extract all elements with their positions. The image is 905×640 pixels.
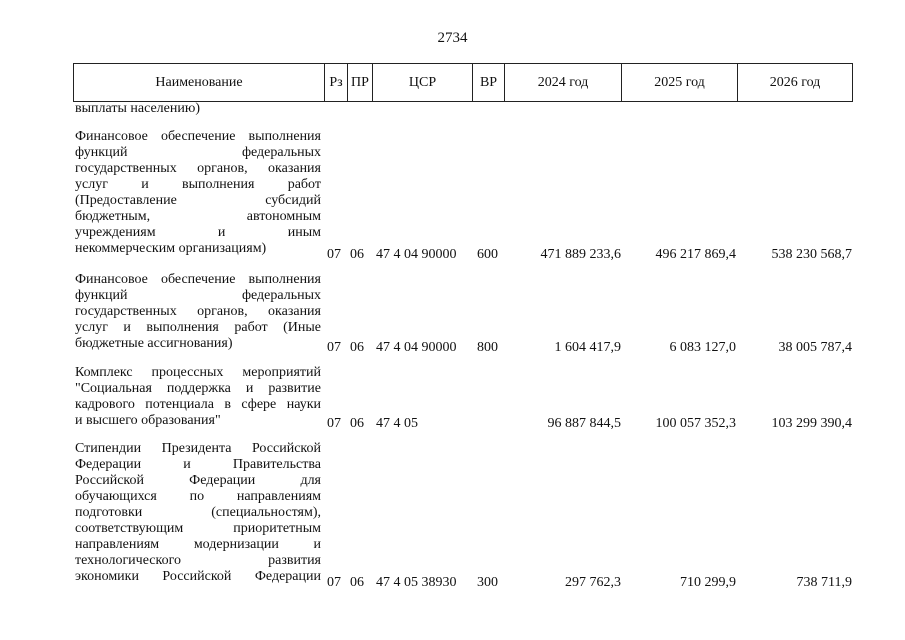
name-line: Федерации и Правительства xyxy=(75,457,321,472)
name-line: Финансовое обеспечение выполнения xyxy=(75,129,321,144)
header-pr: ПР xyxy=(347,64,372,101)
cell-pr: 06 xyxy=(350,416,364,431)
name-line: бюджетным, автономным xyxy=(75,209,321,224)
name-line: Стипендии Президента Российской xyxy=(75,441,321,456)
cell-csr: 47 4 05 xyxy=(376,416,418,431)
name-line: услуг и выполнения работ xyxy=(75,177,321,192)
name-line: функций федеральных xyxy=(75,288,321,303)
name-line: соответствующим приоритетным xyxy=(75,521,321,536)
header-vr: ВР xyxy=(472,64,504,101)
continuation-text: выплаты населению) xyxy=(75,101,200,116)
cell-rz: 07 xyxy=(327,340,341,355)
cell-rz: 07 xyxy=(327,416,341,431)
cell-2026: 538 230 568,7 xyxy=(771,247,852,262)
name-line: и высшего образования" xyxy=(75,413,221,428)
header-name: Наименование xyxy=(73,64,324,101)
cell-2025: 100 057 352,3 xyxy=(655,416,736,431)
cell-pr: 06 xyxy=(350,247,364,262)
name-line: услуг и выполнения работ (Иные xyxy=(75,320,321,335)
cell-2024: 471 889 233,6 xyxy=(540,247,621,262)
name-line: бюджетные ассигнования) xyxy=(75,336,233,351)
name-line: Комплекс процессных мероприятий xyxy=(75,365,321,380)
name-line: функций федеральных xyxy=(75,145,321,160)
cell-2025: 710 299,9 xyxy=(680,575,736,590)
cell-2026: 38 005 787,4 xyxy=(778,340,852,355)
cell-2024: 96 887 844,5 xyxy=(547,416,621,431)
cell-2026: 103 299 390,4 xyxy=(771,416,852,431)
cell-rz: 07 xyxy=(327,247,341,262)
header-rz: Рз xyxy=(324,64,347,101)
cell-vr: 800 xyxy=(477,340,498,355)
name-line: "Социальная поддержка и развитие xyxy=(75,381,321,396)
cell-2026: 738 711,9 xyxy=(796,575,852,590)
name-line: обучающихся по направлениям xyxy=(75,489,321,504)
cell-2025: 496 217 869,4 xyxy=(655,247,736,262)
name-line: подготовки (специальностям), xyxy=(75,505,321,520)
name-line: кадрового потенциала в сфере науки xyxy=(75,397,321,412)
name-line: (Предоставление субсидий xyxy=(75,193,321,208)
header-2026: 2026 год xyxy=(737,64,853,101)
cell-csr: 47 4 05 38930 xyxy=(376,575,457,590)
name-line: государственных органов, оказания xyxy=(75,161,321,176)
cell-csr: 47 4 04 90000 xyxy=(376,247,457,262)
name-line: технологического развития xyxy=(75,553,321,568)
header-2024: 2024 год xyxy=(504,64,621,101)
name-line: государственных органов, оказания xyxy=(75,304,321,319)
name-line: направлениям модернизации и xyxy=(75,537,321,552)
name-line: экономики Российской Федерации xyxy=(75,569,321,584)
cell-csr: 47 4 04 90000 xyxy=(376,340,457,355)
page-number: 2734 xyxy=(437,30,468,46)
cell-2024: 1 604 417,9 xyxy=(554,340,621,355)
row-name xyxy=(75,441,321,585)
row-name xyxy=(75,272,321,352)
cell-pr: 06 xyxy=(350,340,364,355)
table-header xyxy=(73,63,853,102)
cell-2025: 6 083 127,0 xyxy=(669,340,736,355)
name-line: учреждениям и иным xyxy=(75,225,321,240)
cell-rz: 07 xyxy=(327,575,341,590)
header-2025: 2025 год xyxy=(621,64,737,101)
name-line: Финансовое обеспечение выполнения xyxy=(75,272,321,287)
name-line: Российской Федерации для xyxy=(75,473,321,488)
cell-2024: 297 762,3 xyxy=(565,575,621,590)
cell-vr: 300 xyxy=(477,575,498,590)
cell-vr: 600 xyxy=(477,247,498,262)
row-name xyxy=(75,365,321,429)
name-line: некоммерческим организациям) xyxy=(75,241,267,256)
cell-pr: 06 xyxy=(350,575,364,590)
row-name xyxy=(75,129,321,257)
header-csr: ЦСР xyxy=(372,64,472,101)
